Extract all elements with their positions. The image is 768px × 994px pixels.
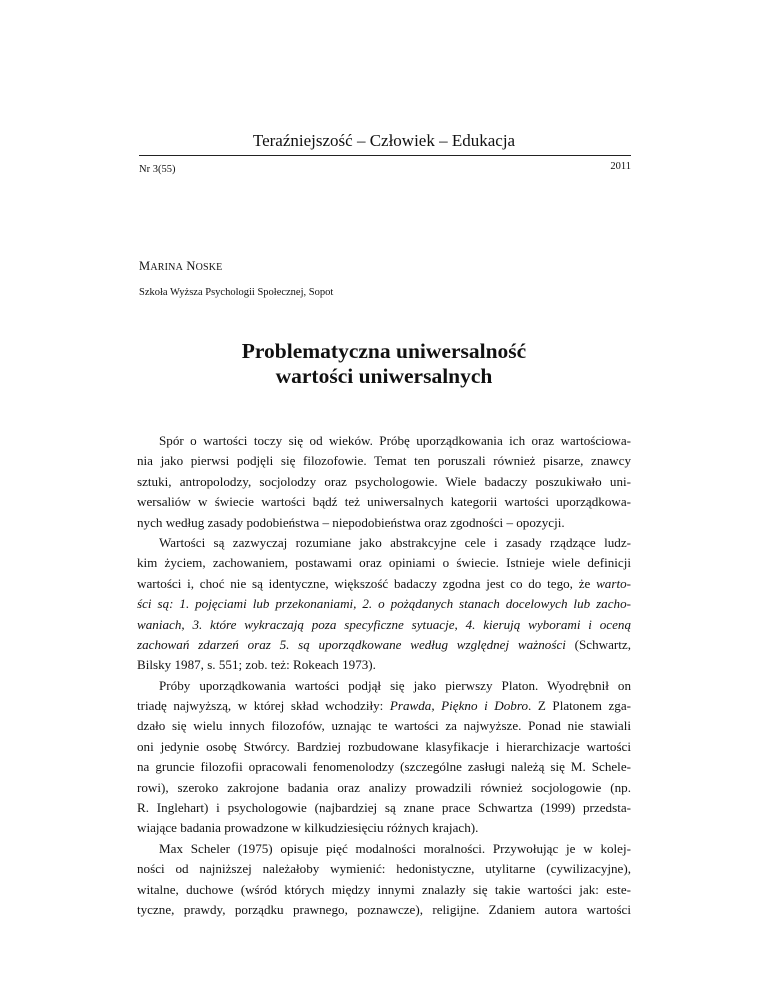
body-line: wiające badania prowadzone w kilkudziesięciu różnych krajach). [137,820,479,836]
author-affiliation: Szkoła Wyższa Psychologii Społecznej, Sopot [139,287,334,298]
body-line: Bilsky 1987, s. 551; zob. też: Rokeach 1973). [137,657,376,673]
author-last-rest: OSKE [195,262,223,273]
article-title [0,339,768,389]
body-line [137,594,631,614]
body-text-run: . Z Platonem zga- [528,698,631,714]
body-line: Max Scheler (1975) opisuje pięć modalności moralności. Przywołując je w kolej- [159,840,631,856]
body-italic-run: warto- [596,575,631,591]
body-line: witalne, duchowe (wśród których między innymi znalazły się takie wartości jak: este- [137,881,631,897]
body-line: tyczne, prawdy, porządku prawnego, poznawcze), religijne. Zdaniem autora wartości [137,901,631,917]
body-text-run: (Schwartz, [565,636,631,652]
body-line [137,635,631,655]
body-line: rowi), szeroko zakrojone badania oraz analizy prowadzili również socjologowie (np. [137,779,631,795]
author-first-initial: M [139,259,151,273]
issue-year: 2011 [610,161,631,172]
body-line: na gruncie filozofii opracowali fenomenolodzy (szczególne zasługi należą się M. Schele- [137,759,631,775]
article-title-line-2: wartości uniwersalnych [275,364,493,388]
body-line: sztuki, antropolodzy, socjolodzy oraz psychologowie. Wiele badaczy poszukiwało uni- [137,473,631,489]
body-italic-run: waniach, 3. które wykraczają poza specyficzne sytuacje, 4. kierują wyborami i oceną [137,616,631,632]
body-line: R. Inglehart) i psychologowie (najbardziej są znane prace Schwartza (1999) przedsta- [137,800,631,816]
body-text-run: triadę najwyższą, w której skład wchodziły: [137,698,390,714]
journal-title: Teraźniejszość – Człowiek – Edukacja [252,131,516,150]
body-line: kim życiem, zachowaniem, postawami oraz opiniami o świecie. Istnieje wiele definicji [137,555,631,571]
body-line: nia jako pierwsi podjęli się filozofowie. Temat ten poruszali również pisarze, znawcy [137,453,631,469]
body-italic-run: ści są: 1. pojęciami lub przekonaniami, 2. o pożądanych stanach docelowych lub zacho- [137,596,631,612]
author-name [139,259,222,274]
body-text-run: wartości i, choć nie są identyczne, większość badaczy zgodna jest co do tego, że [137,575,597,591]
body-italic-run: Prawda, Piękno i Dobro [389,698,529,714]
body-line: wersaliów w świecie wartości bądź też uniwersalnych kategorii wartości uporządkowa- [137,494,631,510]
article-title-line-1: Problematyczna uniwersalność [241,339,527,363]
author-first-rest: ARINA [150,262,183,273]
body-line: Próby uporządkowania wartości podjął się jako pierwszy Platon. Wyodrębnił on [159,677,631,693]
article-body [137,431,631,920]
header-rule [139,155,631,156]
body-line: Wartości są zazwyczaj rozumiane jako abstrakcyjne cele i zasady rządzące ludz- [159,534,631,550]
body-line: Spór o wartości toczy się od wieków. Próbę uporządkowania ich oraz wartościowa- [159,433,631,448]
issue-number: Nr 3(55) [139,164,176,175]
body-line [137,615,631,635]
body-line: dzało się wielu innych filozofów, uznając te wartości za najwyższe. Ponad nie stawiali [137,718,631,734]
body-line: oni jedynie osobę Stwórcy. Bardziej rozbudowane klasyfikacje i hierarchizacje wartości [137,738,631,754]
body-line [137,696,631,716]
body-line: ności od najniższej należałoby wymienić: hedonistyczne, utylitarne (cywilizacyjne), [137,861,631,877]
body-line [137,574,631,594]
author-last-initial: N [186,259,196,273]
body-line: nych według zasady podobieństwa – niepodobieństwa oraz zgodności – opozycji. [137,514,565,530]
body-italic-run: zachowań zdarzeń oraz 5. są uporządkowane według względnej ważności [137,636,566,652]
